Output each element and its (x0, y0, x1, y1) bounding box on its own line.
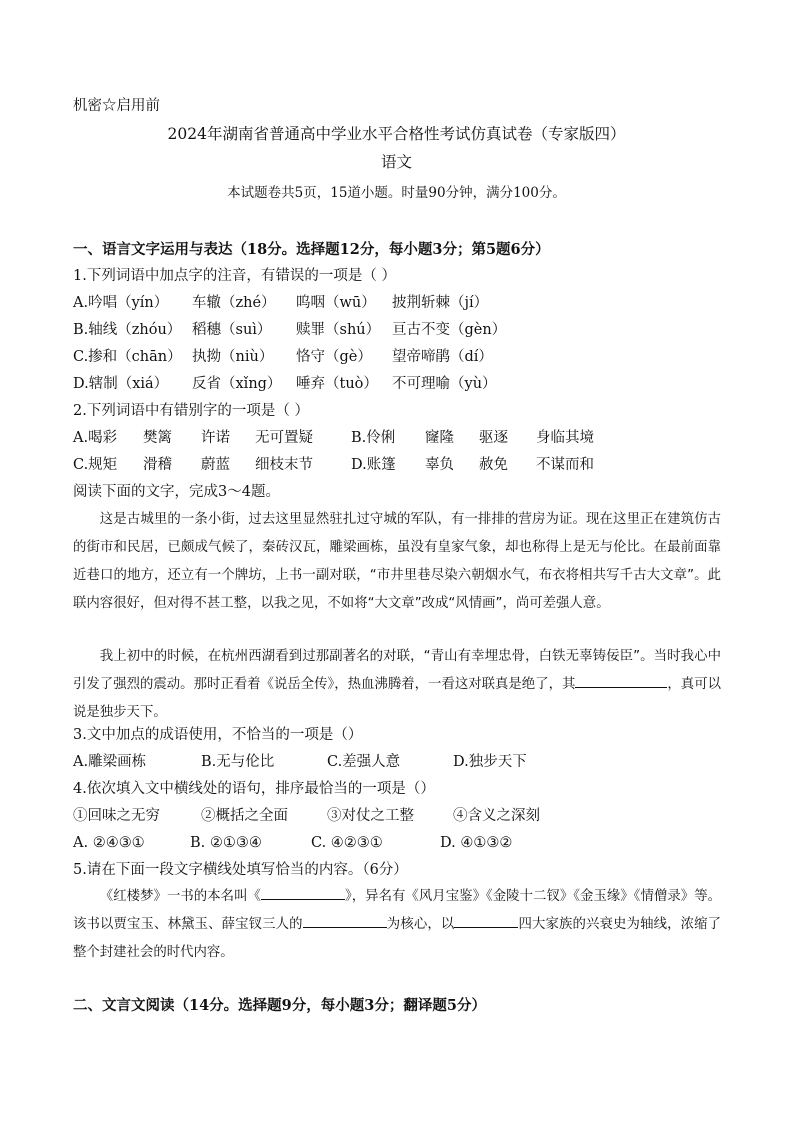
q2-option-c2: 滑稽 (143, 457, 172, 473)
q5-text-b: 》，异名有《风月宝鉴》《金陵十二钗》《金玉缘》《情僧录》等。该书以贾宝玉、林黛玉、薛宝钗三人的 (73, 889, 722, 932)
q2-option-d2: 辜负 (425, 457, 454, 473)
q1-option-d3: 唾弃（tuò） (296, 376, 378, 392)
reading-intro: 阅读下面的文字，完成3～4题。 (73, 484, 280, 500)
q3-option-b: B.无与伦比 (201, 754, 275, 770)
subject-title: 语文 (380, 153, 412, 171)
q5-blank-3[interactable] (454, 913, 518, 928)
q5-blank-2[interactable] (303, 913, 387, 928)
passage-blank[interactable] (575, 673, 667, 688)
q1-option-a2: 车辙（zhé） (192, 295, 276, 311)
q1-option-a1: A.吟唱（yín） (73, 295, 169, 311)
q5-paragraph (73, 883, 721, 967)
q4-stem: 4.依次填入文中横线处的语句，排序最恰当的一项是（） (73, 781, 435, 797)
q4-phrase-4: ④含义之深刻 (453, 808, 540, 824)
q5-text-d: 四大家族的兴衰史为轴线，浓缩了整个封建社会的时代内容。 (73, 917, 722, 960)
q3-option-a: A.雕梁画栋 (73, 754, 147, 770)
q1-option-d4: 不可理喻（yù） (392, 376, 497, 392)
q2-option-c3: 蔚蓝 (201, 457, 230, 473)
q4-option-c: C. ④②③① (311, 835, 383, 851)
q4-phrase-2: ②概括之全面 (201, 808, 288, 824)
q1-option-c3: 恪守（gè） (296, 349, 372, 365)
q2-stem: 2.下列词语中有错别字的一项是（ ） (73, 403, 309, 419)
q2-option-a4: 无可置疑 (255, 430, 313, 446)
section1-heading: 一、语言文字运用与表达（18分。选择题12分，每小题3分；第5题6分） (73, 241, 550, 258)
q1-option-d1: D.辖制（xiá） (73, 376, 169, 392)
q1-option-b3: 赎罪（shú） (296, 322, 381, 338)
confidential-label: 机密☆启用前 (73, 98, 160, 114)
q2-option-b3: 驱逐 (479, 430, 508, 446)
q4-option-b: B. ②①③④ (190, 835, 262, 851)
q4-phrase-1: ①回味之无穷 (73, 808, 160, 824)
passage-paragraph-2 (73, 643, 721, 727)
q1-option-b1: B.轴线（zhóu） (73, 322, 182, 338)
q1-option-d2: 反省（xǐng） (192, 376, 282, 392)
q2-option-c1: C.规矩 (73, 457, 118, 473)
section2-heading: 二、文言文阅读（14分。选择题9分，每小题3分；翻译题5分） (73, 997, 486, 1014)
q1-stem: 1.下列词语中加点字的注音，有错误的一项是（ ） (73, 268, 396, 284)
q2-option-b2: 窿隆 (425, 430, 454, 446)
passage-paragraph-1: 这是古城里的一条小街，过去这里显然驻扎过守城的军队，有一排排的营房为证。现在这里正在建筑仿古的街市和民居，已颇成气候了，秦砖汉瓦，雕梁画栋，虽没有皇家气象，却也称得上是无与伦比。在最前面靠近巷口的地方，还立有一个牌坊，上书一副对联，“市井里巷尽染六朝烟水气，布衣将相共写千古大文章”。此联内容很好，但对得不甚工整，以我之见，不如将“大文章”改成“风情画”，尚可差强人意。 (73, 512, 721, 611)
q4-phrase-3: ③对仗之工整 (327, 808, 414, 824)
exam-title: 2024年湖南省普通高中学业水平合格性考试仿真试卷（专家版四） (167, 125, 626, 143)
q5-text-a: 《红楼梦》一书的本名叫《 (99, 889, 261, 904)
q4-option-d: D. ④①③② (440, 835, 513, 851)
q1-option-a3: 呜咽（wū） (296, 295, 376, 311)
q5-stem: 5.请在下面一段文字横线处填写恰当的内容。（6分） (73, 862, 408, 878)
q1-option-c2: 执拗（niù） (192, 349, 274, 365)
q2-option-c4: 细枝末节 (255, 457, 313, 473)
q3-option-d: D.独步天下 (453, 754, 527, 770)
q2-option-d4: 不谋而和 (536, 457, 594, 473)
q2-option-b4: 身临其境 (536, 430, 594, 446)
q1-option-c4: 望帝啼鹃（dí） (392, 349, 493, 365)
q3-stem: 3.文中加点的成语使用，不恰当的一项是（） (73, 727, 363, 743)
q2-option-d1: D.账篷 (351, 457, 396, 473)
passage-p2-text-a: 我上初中的时候，在杭州西湖看到过那副著名的对联，“青山有幸埋忠骨，白铁无辜铸佞臣”。当时我心中引发了强烈的震动。那时正看着《说岳全传》，热血沸腾着，一看这对联真是绝了，其 (73, 649, 721, 692)
q1-option-c1: C.掺和（chān） (73, 349, 182, 365)
q1-option-a4: 披荆斩棘（jí） (392, 295, 489, 311)
q1-option-b2: 稻穗（suì） (192, 322, 272, 338)
q2-option-b1: B.伶俐 (351, 430, 396, 446)
q2-option-d3: 赦免 (479, 457, 508, 473)
q2-option-a2: 樊篱 (143, 430, 172, 446)
q3-option-c: C.差强人意 (327, 754, 401, 770)
passage-p2-text-b: ，真可以说是独步天下。 (73, 677, 721, 720)
q1-option-b4: 亘古不变（gèn） (392, 322, 507, 338)
q5-text-c: 为核心，以 (386, 917, 455, 932)
exam-info: 本试题卷共5页，15道小题。时量90分钟，满分100分。 (227, 185, 566, 201)
q5-blank-1[interactable] (261, 885, 345, 900)
q2-option-a3: 许诺 (201, 430, 230, 446)
q4-option-a: A. ②④③① (73, 835, 145, 851)
q2-option-a1: A.喝彩 (73, 430, 118, 446)
